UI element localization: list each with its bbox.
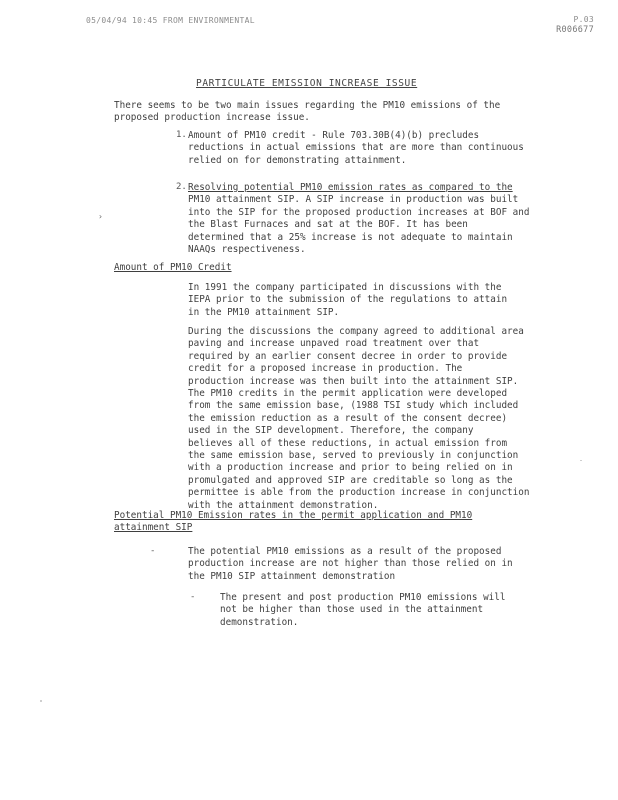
text-line: proposed production increase issue. xyxy=(114,112,310,124)
text-line: demonstration. xyxy=(220,616,299,628)
section1-paragraph2 xyxy=(188,326,529,512)
text-line: Amount of PM10 credit - Rule 703.30B(4)(b) precludes xyxy=(188,130,480,141)
text-line: During the discussions the company agreed to additional area xyxy=(188,326,524,337)
text-line: used in the SIP development. Therefore, the company xyxy=(188,425,474,437)
text-line: The PM10 credits in the permit application were developed xyxy=(188,388,508,400)
text-line: The present and post production PM10 emissions will xyxy=(220,592,506,603)
bullet-dash: - xyxy=(150,546,156,556)
text-line: credit for a proposed increase in production. The xyxy=(188,363,463,375)
text-line: the same emission base, served to previously in conjunction xyxy=(188,450,519,462)
issue-marker: 2. xyxy=(176,182,187,192)
text-line: NAAQs respectiveness. xyxy=(188,244,306,256)
text-line: into the SIP for the proposed production increases at BOF and xyxy=(188,206,530,218)
text-line: determined that a 25% increase is not adequate to maintain xyxy=(188,231,513,243)
text-line: permittee is able from the production increase in conjunction xyxy=(188,487,530,499)
text-line: IEPA prior to the submission of the regulations to attain xyxy=(188,294,508,306)
text-line: In 1991 the company participated in discussions with the xyxy=(188,282,502,293)
section2-item1 xyxy=(188,546,513,583)
text-line: promulgated and approved SIP are creditable so long as the xyxy=(188,474,513,486)
scan-speck xyxy=(40,700,42,702)
text-line: not be higher than those used in the attainment xyxy=(220,604,484,616)
text-line: The potential PM10 emissions as a result of the proposed xyxy=(188,546,502,557)
text-line: required by an earlier consent decree in order to provide xyxy=(188,350,508,362)
margin-mark: › xyxy=(98,212,103,221)
issue-marker: 1. xyxy=(176,130,187,140)
bullet-dash: - xyxy=(190,592,196,602)
text-line: with the attainment demonstration. xyxy=(188,499,379,511)
issue-1 xyxy=(188,130,524,167)
section-heading: Amount of PM10 Credit xyxy=(114,262,232,273)
section2-item2 xyxy=(220,592,505,629)
text-line: the PM10 SIP attainment demonstration xyxy=(188,570,396,582)
text-line: paving and increase unpaved road treatment over that xyxy=(188,338,480,350)
text-line: attainment SIP xyxy=(114,522,193,534)
text-line: relied on for demonstrating attainment. xyxy=(188,154,407,166)
text-line: the Blast Furnaces and sat at the BOF. It has been xyxy=(188,219,468,231)
fax-header: 05/04/94 10:45 FROM ENVIRONMENTAL xyxy=(86,16,255,25)
text-line: from the same emission base, (1988 TSI study which included xyxy=(188,400,519,412)
section-heading xyxy=(114,510,472,535)
document-code: R006677 xyxy=(556,25,594,35)
section1-paragraph1 xyxy=(188,282,507,319)
text-line: reductions in actual emissions that are more than continuous xyxy=(188,142,524,154)
text-line: the emission reduction as a result of the consent decree) xyxy=(188,412,508,424)
page-number: P.03 xyxy=(573,15,594,24)
issue-2 xyxy=(188,182,529,256)
text-line: believes all of these reductions, in actual emission from xyxy=(188,437,508,449)
text-line: Resolving potential PM10 emission rates as compared to the xyxy=(188,182,513,193)
text-line: with a production increase and prior to being relied on in xyxy=(188,462,513,474)
text-line: There seems to be two main issues regarding the PM10 emissions of the xyxy=(114,100,501,111)
text-line: in the PM10 attainment SIP. xyxy=(188,306,340,318)
intro-paragraph xyxy=(114,100,500,125)
text-line: production increase was then built into the attainment SIP. xyxy=(188,375,519,387)
document-title: PARTICULATE EMISSION INCREASE ISSUE xyxy=(196,78,418,89)
text-line: PM10 attainment SIP. A SIP increase in production was built xyxy=(188,194,519,206)
scan-speck xyxy=(580,460,582,461)
text-line: Potential PM10 Emission rates in the permit application and PM10 xyxy=(114,510,473,521)
fax-header-right xyxy=(556,15,594,35)
text-line: production increase are not higher than those relied on in xyxy=(188,558,513,570)
